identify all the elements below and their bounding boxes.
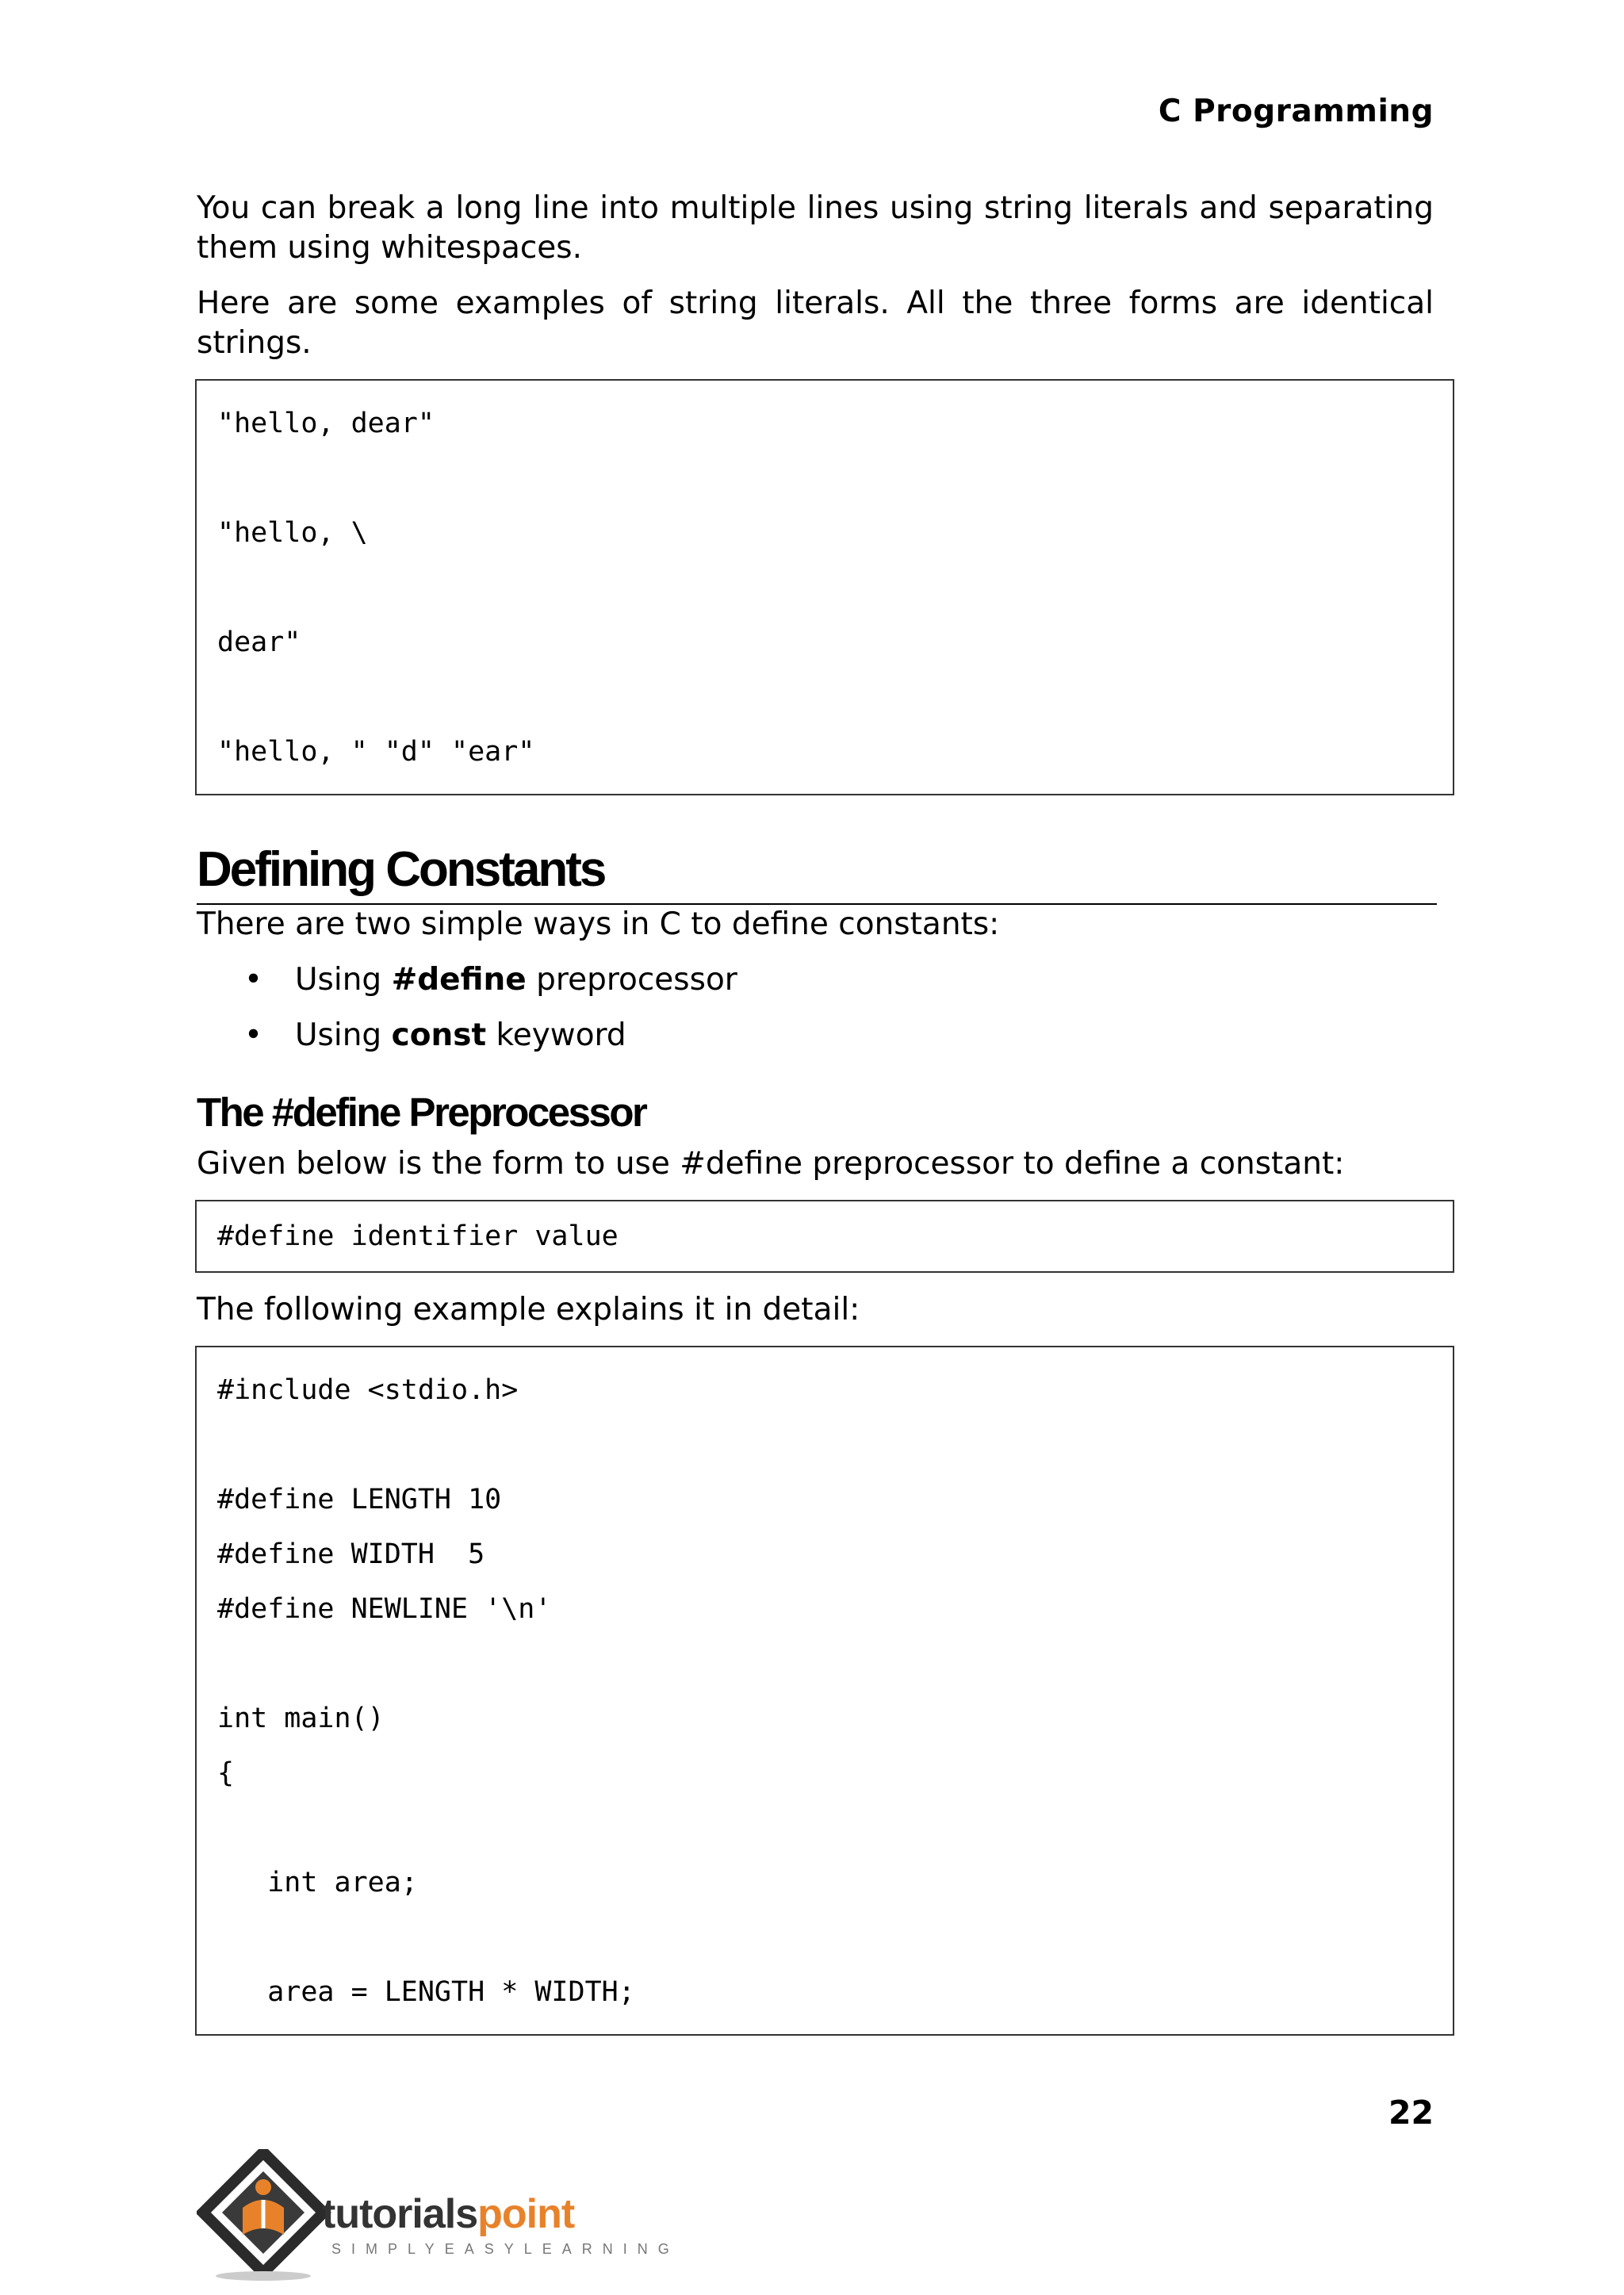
- code-block-define-example: [195, 1346, 1454, 2036]
- code-line: #define LENGTH 10: [217, 1484, 502, 1515]
- logo-diamond-icon: [197, 2149, 331, 2282]
- list-item-const: [244, 1016, 1434, 1056]
- section-heading-defining-constants: Defining Constants: [197, 841, 1437, 905]
- list-item-define: [244, 960, 1434, 1000]
- logo-word-tutorials: tutorials: [322, 2191, 478, 2237]
- code-line: #define identifier value: [217, 1220, 619, 1252]
- subsection-intro-paragraph: Given below is the form to use #define preprocessor to define a constant:: [197, 1146, 1345, 1182]
- list-item-text: Using: [295, 1017, 392, 1053]
- intro-paragraph-2: Here are some examples of string literals. All the three forms are identical strings.: [197, 285, 1434, 361]
- code-line: #define NEWLINE '\n': [217, 1593, 552, 1625]
- page-number: 22: [1388, 2094, 1434, 2132]
- code-line: int area;: [217, 1867, 418, 1898]
- list-item-text: preprocessor: [526, 962, 737, 998]
- code-line: "hello, \: [217, 517, 368, 549]
- list-item-text: keyword: [486, 1017, 626, 1053]
- code-line-blank: [217, 561, 1432, 615]
- example-intro-paragraph: The following example explains it in detail:: [197, 1292, 860, 1328]
- running-header-title: C Programming: [1158, 94, 1434, 129]
- tutorialspoint-logo: [197, 2149, 680, 2282]
- code-line-blank: [217, 1801, 1432, 1856]
- logo-word-point: point: [477, 2191, 575, 2237]
- list-item-text: Using: [295, 962, 392, 998]
- code-line-blank: [217, 670, 1432, 725]
- section-intro-paragraph: There are two simple ways in C to define constants:: [197, 906, 1000, 942]
- code-block-define-form: [195, 1200, 1454, 1273]
- page-content: [197, 189, 1434, 2053]
- code-line: #define WIDTH 5: [217, 1538, 485, 1570]
- bullet-marker: •: [244, 962, 263, 998]
- subsection-heading-define-preprocessor: The #define Preprocessor: [197, 1090, 646, 1135]
- code-block-string-literals: [195, 379, 1454, 795]
- code-line: "hello, dear": [217, 408, 435, 439]
- code-line: #include <stdio.h>: [217, 1374, 519, 1406]
- code-line-blank: [217, 1910, 1432, 1965]
- logo-wordmark: [322, 2192, 574, 2236]
- list-item-keyword: const: [391, 1017, 487, 1053]
- code-line-blank: [217, 1637, 1432, 1692]
- code-line: dear": [217, 626, 301, 658]
- bullet-marker: •: [244, 1017, 263, 1053]
- intro-paragraph-1: You can break a long line into multiple lines using string literals and separating them using whitespaces.: [197, 190, 1434, 266]
- code-line-blank: [217, 451, 1432, 506]
- bullet-list: [244, 960, 1434, 1056]
- code-line: "hello, " "d" "ear": [217, 736, 535, 768]
- code-line: int main(): [217, 1703, 385, 1734]
- list-item-keyword: #define: [391, 962, 527, 998]
- logo-tagline: SIMPLYEASYLEARNING: [331, 2241, 680, 2257]
- code-line: area = LENGTH * WIDTH;: [217, 1976, 635, 2008]
- code-line: {: [217, 1757, 235, 1789]
- code-line-blank: [217, 1418, 1432, 1473]
